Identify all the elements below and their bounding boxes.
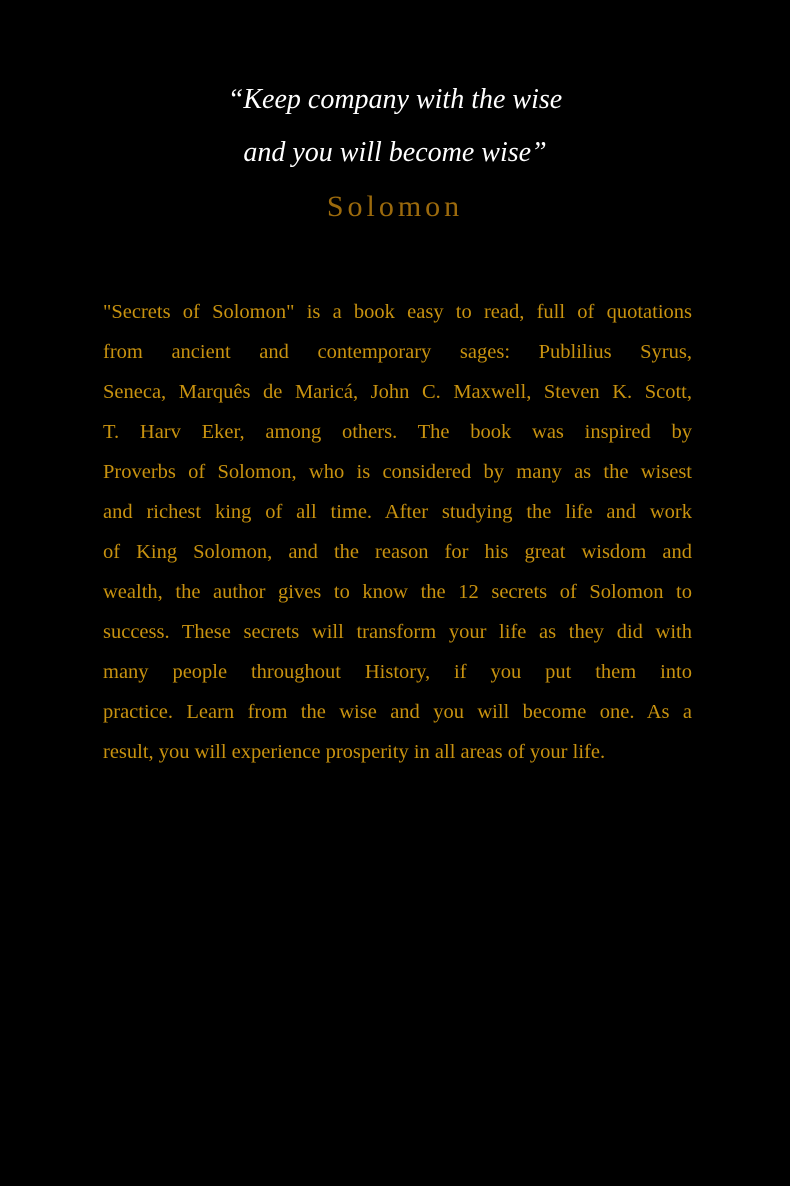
description-line: many people throughout History, if you put them into	[103, 661, 692, 683]
quote-line-2: and you will become wise”	[243, 137, 547, 168]
description-line: from ancient and contemporary sages: Publilius Syrus,	[103, 341, 692, 363]
description-line: T. Harv Eker, among others. The book was inspired by	[103, 421, 692, 443]
description-line: "Secrets of Solomon" is a book easy to read, full of quotations	[103, 301, 692, 323]
description-line: result, you will experience prosperity in all areas of your life.	[103, 741, 606, 763]
description-line: Seneca, Marquês de Maricá, John C. Maxwell, Steven K. Scott,	[103, 381, 692, 403]
description-line: success. These secrets will transform your life as they did with	[103, 621, 692, 643]
description-line: and richest king of all time. After studying the life and work	[103, 501, 692, 523]
description-line: Proverbs of Solomon, who is considered by many as the wisest	[103, 461, 692, 483]
quote-line-1: “Keep company with the wise	[227, 84, 563, 115]
description-line: wealth, the author gives to know the 12 secrets of Solomon to	[103, 581, 692, 603]
book-description	[103, 296, 692, 776]
quote-author: Solomon	[326, 190, 464, 223]
description-line: of King Solomon, and the reason for his great wisdom and	[103, 541, 692, 563]
description-line: practice. Learn from the wise and you will become one. As a	[103, 701, 692, 723]
